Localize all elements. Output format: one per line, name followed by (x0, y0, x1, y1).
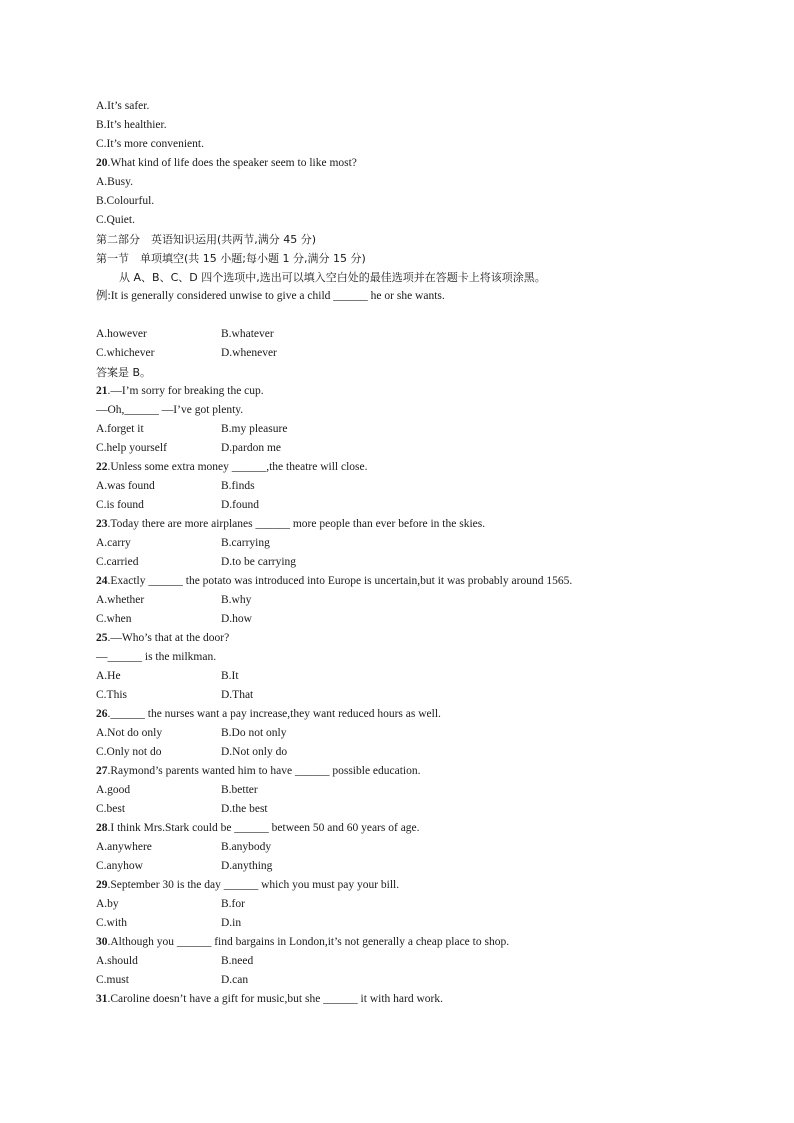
options-row (96, 781, 706, 800)
option: B.why (221, 594, 252, 606)
options-row (96, 496, 706, 515)
option: D.the best (221, 803, 268, 815)
question-25 (96, 629, 706, 648)
option: B.finds (221, 480, 255, 492)
question-30 (96, 933, 706, 952)
example-options-row (96, 344, 706, 363)
option: A.carry (96, 537, 131, 549)
question-29 (96, 876, 706, 895)
question-text: .Unless some extra money ______,the theatre will close. (107, 461, 368, 473)
question-text: .—Who’s that at the door? (107, 632, 230, 644)
options-row (96, 857, 706, 876)
question-text: .September 30 is the day ______ which you must pay your bill. (107, 879, 400, 891)
question-26 (96, 705, 706, 724)
question-21-line (96, 401, 706, 420)
question-text: .Exactly ______ the potato was introduced into Europe is uncertain,but it was probably around 1565. (107, 575, 573, 587)
option: C.with (96, 917, 127, 929)
options-row (96, 914, 706, 933)
options-row (96, 553, 706, 572)
option: D.to be carrying (221, 556, 297, 568)
option: B.for (221, 898, 245, 910)
option: A.anywhere (96, 841, 152, 853)
question-text: .What kind of life does the speaker seem to like most? (107, 157, 357, 169)
question-number: 20 (96, 157, 108, 169)
example-answer: 答案是 B。 (96, 366, 152, 379)
question-text: .I think Mrs.Stark could be ______ between 50 and 60 years of age. (107, 822, 420, 834)
question-text: .Although you ______ find bargains in London,it’s not generally a cheap place to shop. (107, 936, 510, 948)
option: C.is found (96, 499, 144, 511)
question-number: 26 (96, 708, 108, 720)
instructions: 从 A、B、C、D 四个选项中,选出可以填入空白处的最佳选项并在答题卡上将该项涂黑。 (119, 271, 546, 284)
options-row (96, 724, 706, 743)
option: B.whatever (221, 328, 274, 340)
option: D.in (221, 917, 242, 929)
option: B.It (221, 670, 239, 682)
question-number: 30 (96, 936, 108, 948)
question-number: 23 (96, 518, 108, 530)
option: C.carried (96, 556, 139, 568)
question-text: .Caroline doesn’t have a gift for music,but she ______ it with hard work. (107, 993, 443, 1005)
question-list (96, 382, 706, 1009)
question-number: 27 (96, 765, 108, 777)
question-text: —Oh,______ —I’ve got plenty. (96, 404, 244, 416)
exam-page (96, 97, 706, 1009)
option: B.my pleasure (221, 423, 288, 435)
option: A.whether (96, 594, 145, 606)
option: D.how (221, 613, 252, 625)
option: C.anyhow (96, 860, 143, 872)
option: B.better (221, 784, 258, 796)
question-text: .—I’m sorry for breaking the cup. (107, 385, 264, 397)
option: A.good (96, 784, 131, 796)
options-row (96, 971, 706, 990)
example-options-row (96, 325, 706, 344)
option: A.forget it (96, 423, 144, 435)
spacer (96, 306, 706, 325)
option: A.should (96, 955, 138, 967)
question-20 (96, 154, 706, 173)
question-23 (96, 515, 706, 534)
option: D.That (221, 689, 254, 701)
option: D.whenever (221, 347, 277, 359)
q20-option-b: B.Colourful. (96, 195, 155, 207)
option: A.by (96, 898, 119, 910)
question-28 (96, 819, 706, 838)
q19-option-c: C.It’s more convenient. (96, 138, 204, 150)
q19-option-a: A.It’s safer. (96, 100, 150, 112)
options-row (96, 895, 706, 914)
options-row (96, 667, 706, 686)
options-row (96, 420, 706, 439)
option: B.anybody (221, 841, 272, 853)
option: C.help yourself (96, 442, 167, 454)
question-25-line (96, 648, 706, 667)
option: C.Only not do (96, 746, 162, 758)
question-text: .______ the nurses want a pay increase,they want reduced hours as well. (107, 708, 441, 720)
option: A.He (96, 670, 121, 682)
options-row (96, 838, 706, 857)
question-number: 21 (96, 385, 108, 397)
options-row (96, 591, 706, 610)
options-row (96, 477, 706, 496)
option: A.however (96, 328, 147, 340)
question-24 (96, 572, 706, 591)
q20-option-a: A.Busy. (96, 176, 133, 188)
question-text: .Raymond’s parents wanted him to have ______ possible education. (107, 765, 421, 777)
options-row (96, 534, 706, 553)
option: C.when (96, 613, 132, 625)
option: B.carrying (221, 537, 270, 549)
option: C.must (96, 974, 129, 986)
question-21 (96, 382, 706, 401)
q20-option-c: C.Quiet. (96, 214, 135, 226)
option: A.Not do only (96, 727, 163, 739)
options-row (96, 743, 706, 762)
option: C.This (96, 689, 127, 701)
options-row (96, 686, 706, 705)
option: D.can (221, 974, 249, 986)
option: C.best (96, 803, 126, 815)
question-number: 28 (96, 822, 108, 834)
option: D.pardon me (221, 442, 282, 454)
question-27 (96, 762, 706, 781)
option: D.found (221, 499, 260, 511)
question-text: —______ is the milkman. (96, 651, 217, 663)
question-number: 24 (96, 575, 108, 587)
option: B.need (221, 955, 254, 967)
option: B.Do not only (221, 727, 287, 739)
part2-heading: 第二部分 英语知识运用(共两节,满分 45 分) (96, 233, 317, 246)
option: D.anything (221, 860, 273, 872)
q19-option-b: B.It’s healthier. (96, 119, 167, 131)
option: A.was found (96, 480, 155, 492)
question-number: 22 (96, 461, 108, 473)
section1-heading: 第一节 单项填空(共 15 小题;每小题 1 分,满分 15 分) (96, 252, 366, 265)
example-question: 例:It is generally considered unwise to give a child ______ he or she wants. (96, 290, 445, 302)
option: C.whichever (96, 347, 155, 359)
question-number: 31 (96, 993, 108, 1005)
options-row (96, 610, 706, 629)
options-row (96, 800, 706, 819)
question-22 (96, 458, 706, 477)
options-row (96, 952, 706, 971)
options-row (96, 439, 706, 458)
option: D.Not only do (221, 746, 288, 758)
question-number: 25 (96, 632, 108, 644)
question-number: 29 (96, 879, 108, 891)
question-31 (96, 990, 706, 1009)
question-text: .Today there are more airplanes ______ more people than ever before in the skies. (107, 518, 486, 530)
